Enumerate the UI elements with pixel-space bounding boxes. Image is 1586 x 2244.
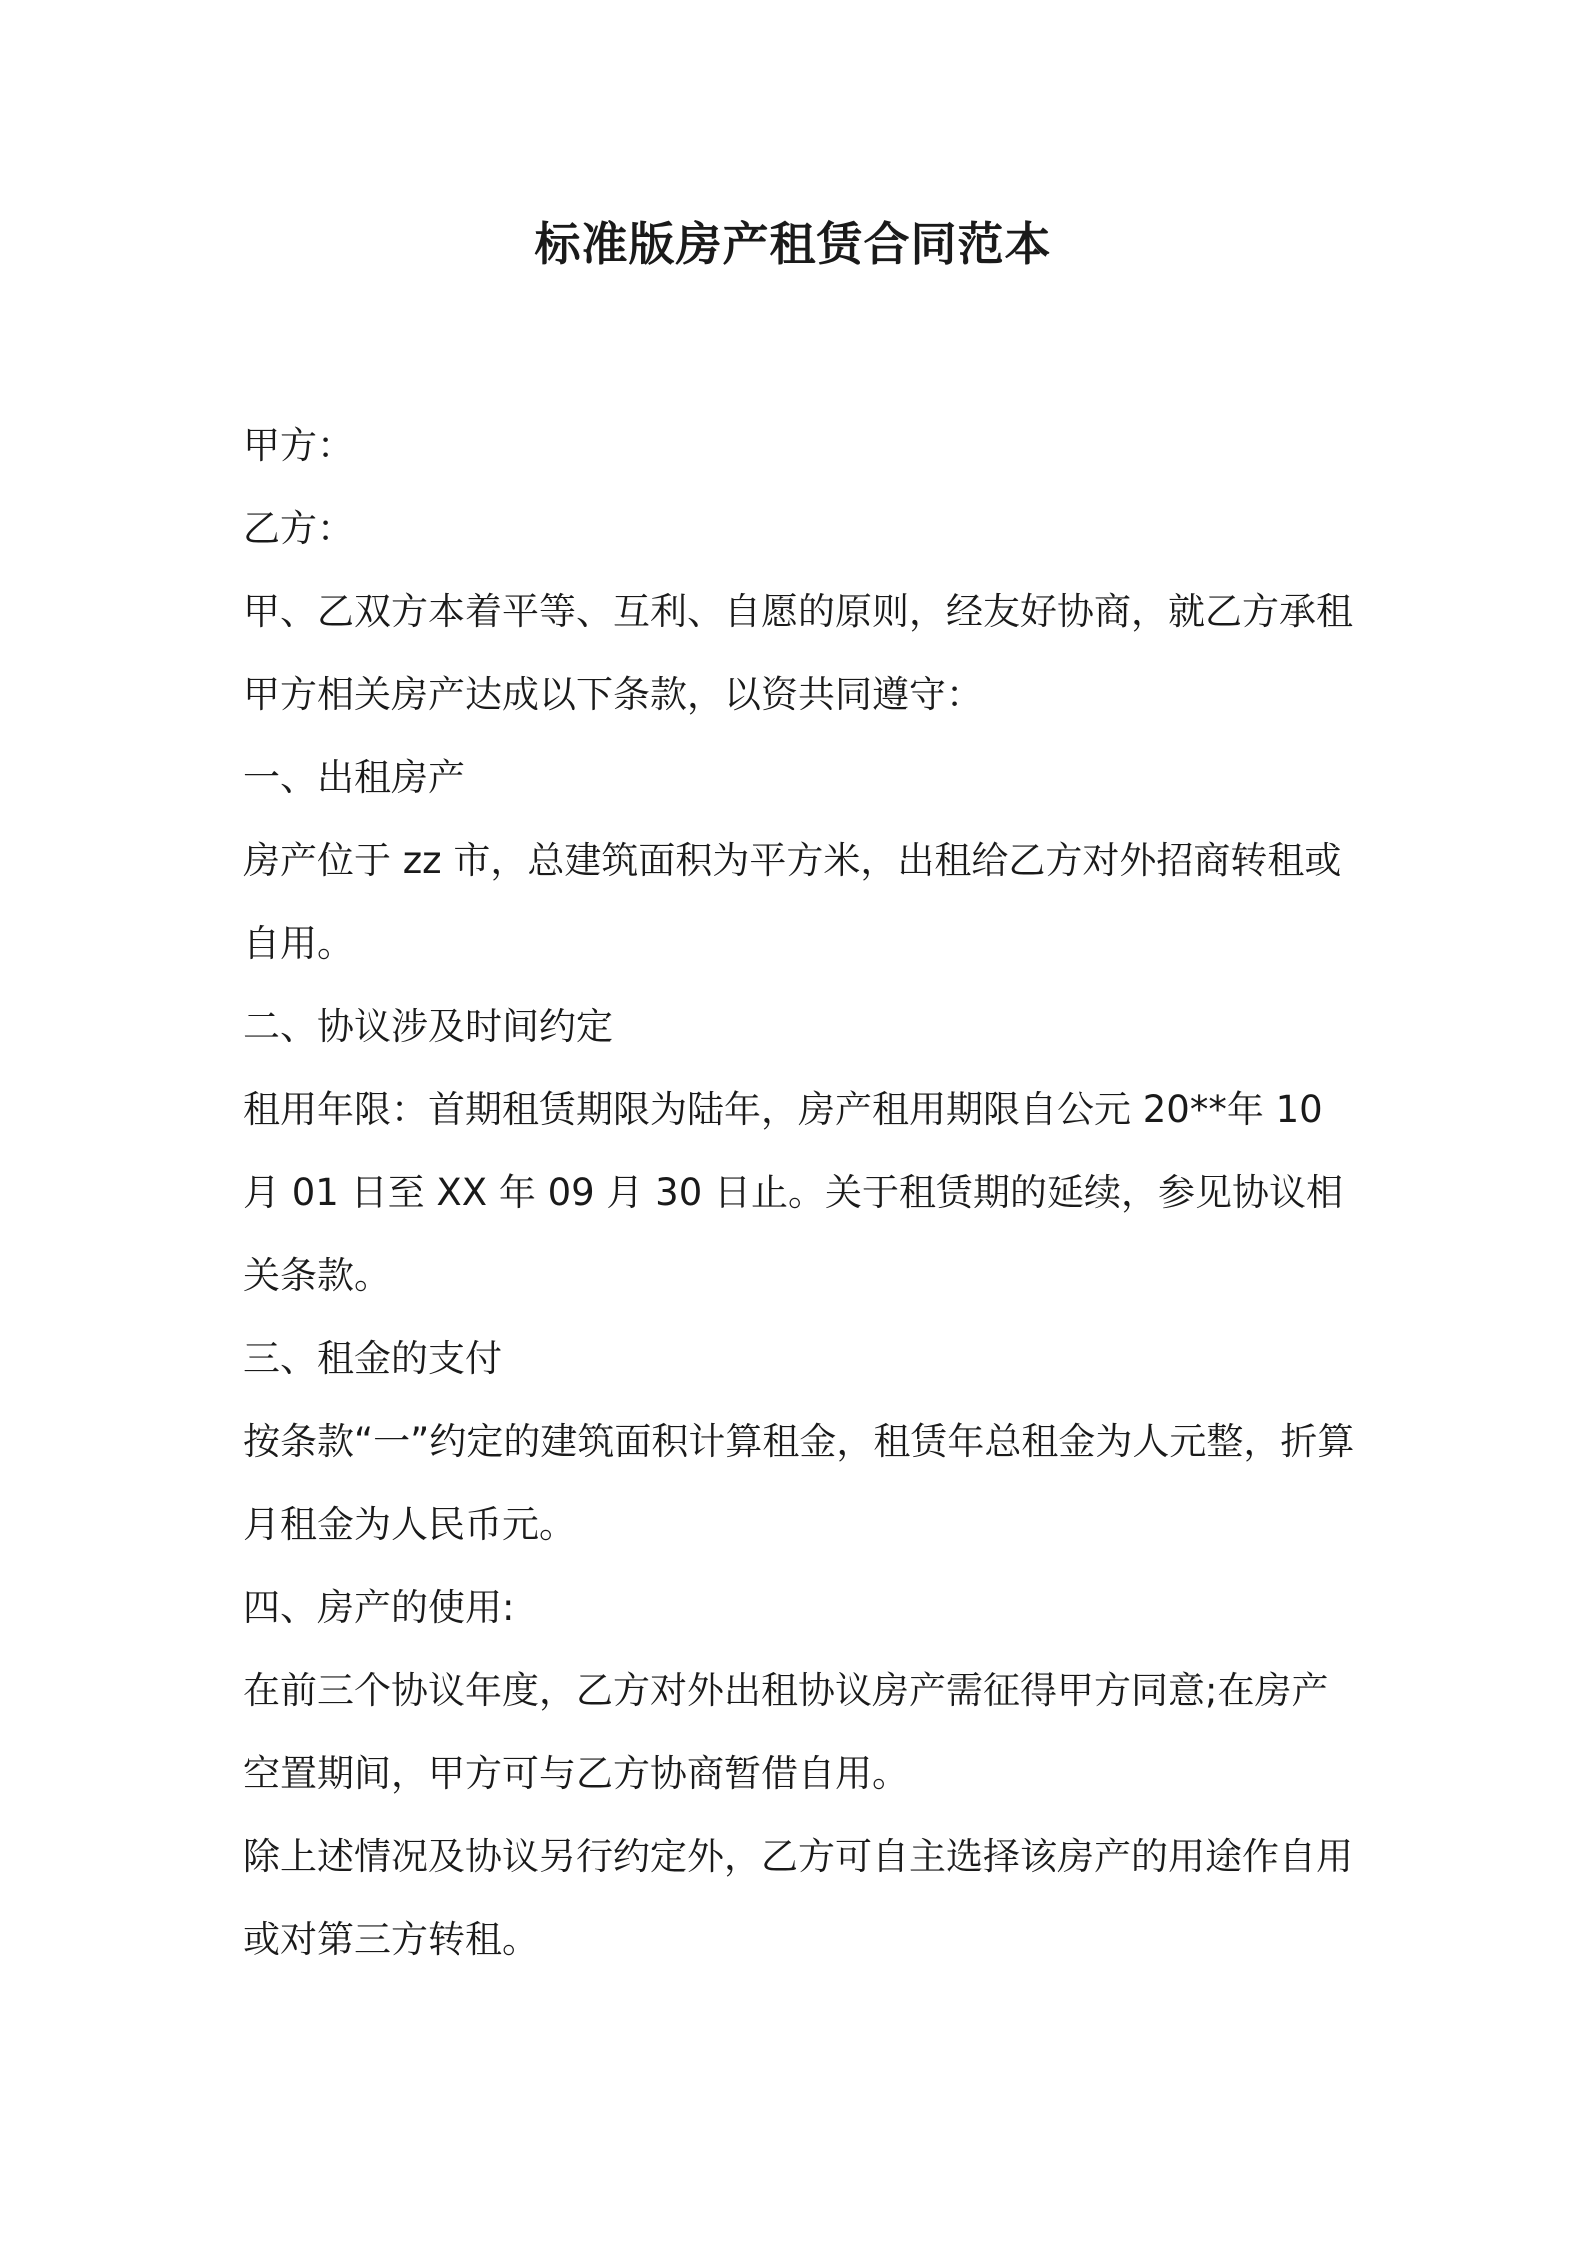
section-paragraph: 租用年限：首期租赁期限为陆年，房产租用期限自公元 20**年 10 月 01 日至 XX 年 09 月 30 日止。关于租赁期的延续，参见协议相关条款。 bbox=[243, 1088, 1344, 1297]
document-title: 标准版房产租赁合同范本 bbox=[534, 217, 1052, 271]
party-a-line: 甲方： bbox=[243, 424, 354, 467]
section-heading: 四、房产的使用: bbox=[243, 1586, 515, 1629]
document-body bbox=[243, 404, 1363, 1981]
section-paragraph: 除上述情况及协议另行约定外，乙方可自主选择该房产的用途作自用或对第三方转租。 bbox=[243, 1835, 1353, 1961]
section-paragraph: 房产位于 zz 市，总建筑面积为平方米，出租给乙方对外招商转租或自用。 bbox=[243, 839, 1342, 965]
section-heading: 三、租金的支付 bbox=[243, 1337, 502, 1380]
intro-paragraph: 甲、乙双方本着平等、互利、自愿的原则，经友好协商，就乙方承租甲方相关房产达成以下条款，以资共同遵守： bbox=[243, 590, 1353, 716]
section-heading: 一、出租房产 bbox=[243, 756, 465, 799]
section-heading: 二、协议涉及时间约定 bbox=[243, 1005, 613, 1048]
section-paragraph: 按条款“一”约定的建筑面积计算租金，租赁年总租金为人元整，折算月租金为人民币元。 bbox=[243, 1420, 1355, 1546]
section-paragraph: 在前三个协议年度，乙方对外出租协议房产需征得甲方同意;在房产空置期间，甲方可与乙方协商暂借自用。 bbox=[243, 1669, 1329, 1795]
party-b-line: 乙方： bbox=[243, 507, 354, 550]
